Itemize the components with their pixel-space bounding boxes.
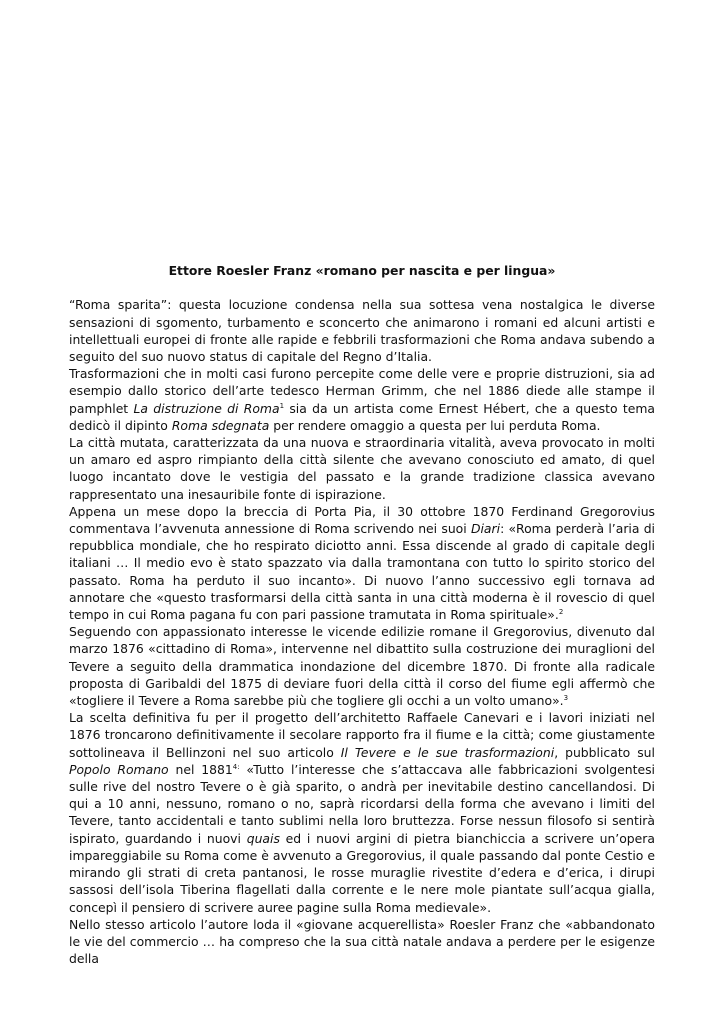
newspaper-title-popolo-romano: Popolo Romano	[69, 761, 169, 777]
paragraph-2-text-a: Trasformazioni che in molti casi furono percepite come delle vere e proprie distruzioni, sia ad esempio dallo storico dell’arte tedesco Herman Grimm, che nel 1886 diede alle stampe il pamphlet	[69, 366, 655, 416]
paragraph-3: La città mutata, caratterizzata da una nuova e straordinaria vitalità, aveva provocato in molti un amaro ed aspro rimpianto della città silente che avevano conosciuto ed amato, di quel luogo incantato dove le vestigia del passato e la grande tradizione classica avevano rappresentato una inesauribile fonte di ispirazione.	[69, 435, 655, 502]
book-title-distruzione: La distruzione di Roma	[133, 400, 280, 416]
paragraph-4-text-b: : «Roma perderà l’aria di repubblica mondiale, che ho respirato diciotto anni. Essa discende al grado di capitale degli italiani … Il medio evo è stato spazzato via dalla tramontana con tutto lo spirito storico del passato. Roma ha perduto il suo incanto». Di nuovo l’anno successivo egli tornava ad annotare che «questo trasformarsi della città santa in una città moderna è il rovescio di quel tempo in cui Roma pagana fu con pari passione tramutata in Roma spirituale».	[69, 521, 656, 623]
footnote-ref-1[interactable]: 1	[279, 401, 285, 410]
painting-title-roma-sdegnata: Roma sdegnata	[171, 417, 270, 433]
paragraph-5	[69, 623, 655, 709]
book-title-diari: Diari	[470, 521, 501, 537]
paragraph-6-text-d: «Tutto l’interesse che s’attaccava alle fabbricazioni svolgentesi sulle rive del nostro Tevere o è già sparito, o andrà per inevitabile destino cancellandosi. Di qui a 10 anni, nessuno, romano o no, saprà ricordarsi della forma che avevano i limiti del Tevere, tanto accidentali e tanto sublimi nella loro bruttezza. Forse nessun filosofo si sentirà ispirato, guardando i nuovi	[69, 761, 656, 846]
paragraph-6	[69, 709, 655, 915]
paragraph-4	[69, 503, 655, 623]
paragraph-7: Nello stesso articolo l’autore loda il «giovane acquerellista» Roesler Franz che «abbandonato le vie del commercio … ha compreso che la sua città natale andava a perdere per le esigenze della	[69, 916, 655, 967]
document-body	[69, 262, 655, 967]
paragraph-2	[69, 365, 655, 434]
paragraph-6-text-c: nel 1881	[168, 761, 233, 777]
paragraph-6-text-a: La scelta definitiva fu per il progetto dell’architetto Raffaele Canevari e i lavori iniziati nel 1876 troncarono definitivamente il secolare rapporto fra il fiume e la città; come giustamente sottolineava il Bellinzoni nel suo articolo	[69, 710, 655, 760]
paragraph-2-text-b: sia da un artista come Ernest Hébert, che a questo tema dedicò il dipinto	[69, 400, 656, 433]
paragraph-4-text-a: Appena un mese dopo la breccia di Porta Pia, il 30 ottobre 1870 Ferdinand Gregorovius commentava l’avvenuta annessione di Roma scrivendo nei suoi	[69, 503, 655, 537]
paragraph-6-text-e: ed i nuovi argini di pietra bianchiccia a scrivere un’opera impareggiabile su Roma come è avvenuto a Gregorovius, il quale passando dal ponte Cestio e mirando gli strati di creta pantanosi, le rosse muraglie rivestite d’edera e d’erica, i dirupi sassosi dell’isola Tiberina flagellati dalla corrente e le nere mole piantate sull’acqua gialla, concepì il pensiero di scrivere auree pagine sulla Roma medievale».	[69, 830, 655, 915]
paragraph-1: “Roma sparita”: questa locuzione condensa nella sua sottesa vena nostalgica le diverse sensazioni di sgomento, turbamento e sconcerto che animarono i romani ed alcuni artisti e intellettuali europei di fronte alle rapide e febbrili trasformazioni che Roma andava subendo a seguito del suo nuovo status di capitale del Regno d’Italia.	[69, 297, 655, 364]
footnote-ref-4[interactable]: 4:	[232, 762, 240, 771]
paragraph-6-text-b: , pubblicato sul	[554, 744, 655, 760]
paragraph-5-text-a: Seguendo con appassionato interesse le vicende edilizie romane il Gregorovius, divenuto dal marzo 1876 «cittadino di Roma», intervenne nel dibattito sulla costruzione dei muraglioni del Tevere a seguito della drammatica inondazione del dicembre 1870. Di fronte alla radicale proposta di Garibaldi del 1875 di deviare fuori della città il corso del fiume egli affermò che «togliere il Tevere a Roma sarebbe più che togliere gli occhi a un volto umano».	[69, 624, 655, 709]
footnote-ref-3[interactable]: 3	[563, 693, 569, 702]
paragraph-2-text-c: per rendere omaggio a questa per lui perduta Roma.	[269, 417, 601, 433]
footnote-ref-2[interactable]: 2	[558, 607, 564, 616]
article-title-tevere: Il Tevere e le sue trasformazioni	[340, 744, 555, 760]
term-quais: quais	[246, 830, 280, 846]
document-title: Ettore Roesler Franz «romano per nascita e per lingua»	[168, 263, 556, 278]
